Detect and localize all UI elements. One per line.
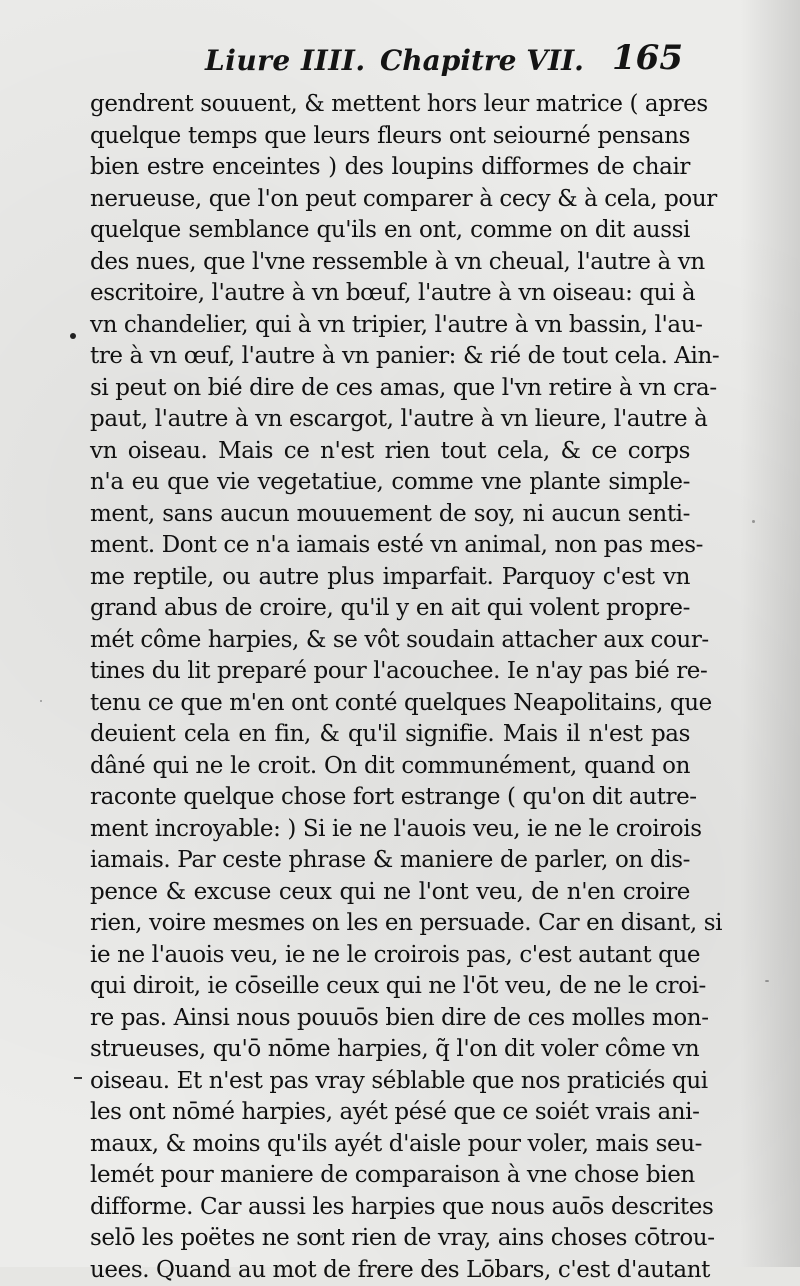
text-line: des nues, que l'vne ressemble à vn cheual, l'autre à vn bbox=[90, 247, 690, 279]
text-line: ment. Dont ce n'a iamais esté vn animal, non pas mes- bbox=[90, 530, 690, 562]
text-line: strueuses, qu'ō nōme harpies, q̃ l'on dit voler côme vn bbox=[90, 1034, 690, 1066]
text-line: n'a eu que vie vegetatiue, comme vne plante simple- bbox=[90, 467, 690, 499]
text-line: si peut on bié dire de ces amas, que l'vn retire à vn cra- bbox=[90, 373, 690, 405]
running-head-book: Liure IIII. bbox=[205, 44, 366, 77]
page-number: 165 bbox=[612, 38, 683, 78]
text-line: lemét pour maniere de comparaison à vne chose bien bbox=[90, 1160, 690, 1192]
body-text bbox=[90, 89, 690, 1286]
text-line: qui diroit, ie cōseille ceux qui ne l'ōt veu, de ne le croi- bbox=[90, 971, 690, 1003]
text-line: raconte quelque chose fort estrange ( qu'on dit autre- bbox=[90, 782, 690, 814]
text-line: re pas. Ainsi nous pouuōs bien dire de ces molles mon- bbox=[90, 1003, 690, 1035]
text-line: selō les poëtes ne sont rien de vray, ains choses cōtrou- bbox=[90, 1223, 690, 1255]
text-line: quelque semblance qu'ils en ont, comme on dit aussi bbox=[90, 215, 690, 247]
text-line: mét côme harpies, & se vôt soudain attacher aux cour- bbox=[90, 625, 690, 657]
text-line: tines du lit preparé pour l'acouchee. Ie n'ay pas bié re- bbox=[90, 656, 690, 688]
text-line: ment, sans aucun mouuement de soy, ni aucun senti- bbox=[90, 499, 690, 531]
text-line: bien estre enceintes ) des loupins difformes de chair bbox=[90, 152, 690, 184]
text-line: ment incroyable: ) Si ie ne l'auois veu, ie ne le croirois bbox=[90, 814, 690, 846]
paper-speck bbox=[765, 980, 769, 982]
text-line: tenu ce que m'en ont conté quelques Neapolitains, que bbox=[90, 688, 690, 720]
text-line: iamais. Par ceste phrase & maniere de parler, on dis- bbox=[90, 845, 690, 877]
text-line: ie ne l'auois veu, ie ne le croirois pas, c'est autant que bbox=[90, 940, 690, 972]
paper-speck bbox=[752, 520, 755, 523]
running-head-chapter: Chapitre VII. bbox=[380, 44, 584, 77]
paper-speck bbox=[40, 700, 42, 702]
text-line: uees. Quand au mot de frere des Lōbars, c'est d'autant bbox=[90, 1255, 690, 1286]
text-line: paut, l'autre à vn escargot, l'autre à vn lieure, l'autre à bbox=[90, 404, 690, 436]
margin-dot bbox=[70, 333, 76, 339]
gutter-shadow bbox=[740, 0, 800, 1267]
text-line: les ont nōmé harpies, ayét pésé que ce soiét vrais ani- bbox=[90, 1097, 690, 1129]
text-line: escritoire, l'autre à vn bœuf, l'autre à vn oiseau: qui à bbox=[90, 278, 690, 310]
text-line: oiseau. Et n'est pas vray séblable que nos praticiés qui bbox=[90, 1066, 690, 1098]
text-line: maux, & moins qu'ils ayét d'aisle pour voler, mais seu- bbox=[90, 1129, 690, 1161]
text-line: vn chandelier, qui à vn tripier, l'autre à vn bassin, l'au- bbox=[90, 310, 690, 342]
text-line: deuient cela en fin, & qu'il signifie. Mais il n'est pas bbox=[90, 719, 690, 751]
running-head bbox=[205, 38, 685, 88]
text-line: nerueuse, que l'on peut comparer à cecy & à cela, pour bbox=[90, 184, 690, 216]
text-line: grand abus de croire, qu'il y en ait qui volent propre- bbox=[90, 593, 690, 625]
text-line: pence & excuse ceux qui ne l'ont veu, de n'en croire bbox=[90, 877, 690, 909]
text-line: vn oiseau. Mais ce n'est rien tout cela, & ce corps bbox=[90, 436, 690, 468]
text-line: tre à vn œuf, l'autre à vn panier: & rié de tout cela. Ain- bbox=[90, 341, 690, 373]
text-line: rien, voire mesmes on les en persuade. Car en disant, si bbox=[90, 908, 690, 940]
text-line: dâné qui ne le croit. On dit communément, quand on bbox=[90, 751, 690, 783]
text-line: gendrent souuent, & mettent hors leur matrice ( apres bbox=[90, 89, 690, 121]
text-line: quelque temps que leurs fleurs ont seiourné pensans bbox=[90, 121, 690, 153]
text-line: difforme. Car aussi les harpies que nous auōs descrites bbox=[90, 1192, 690, 1224]
margin-mark bbox=[74, 1077, 82, 1079]
text-line: me reptile, ou autre plus imparfait. Parquoy c'est vn bbox=[90, 562, 690, 594]
